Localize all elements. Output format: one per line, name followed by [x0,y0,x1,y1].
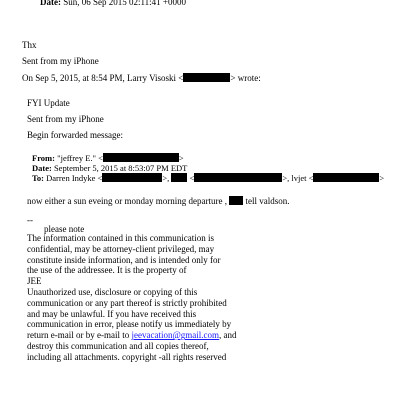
disclaimer-line: destroy this communication and all copies thereof, [27,340,209,351]
forwarded-date-label: Date: [32,162,52,173]
disclaimer-line: communication or any part thereof is strictly prohibited [27,297,227,308]
redaction-block [171,173,187,182]
date-label: Date: [40,0,61,7]
quoted-line-3: Begin forwarded message: [27,130,123,140]
redaction-block [313,173,379,182]
forwarded-to-line [32,173,384,184]
disclaimer-email-line [27,330,236,341]
disclaimer-line: Unauthorized use, disclosure or copying of this [27,286,198,297]
redaction-block [103,153,179,162]
reply-greeting: Thx [22,40,37,50]
message-text: now either a sun eveing or monday morning departure , [27,196,227,206]
from-label: From: [32,153,55,163]
date-value: Sun, 06 Sep 2015 02:11:41 +0000 [63,0,186,7]
disclaimer-line: communication in error, please notify us immediately by [27,319,232,330]
from-value: "jeffrey E." < [57,153,103,163]
to-separator: >, [162,173,170,183]
reply-signature: Sent from my iPhone [22,56,99,66]
disclaimer-line: constitute inside information, and is intended only for [27,254,221,265]
quote-attribution-text: On Sep 5, 2015, at 8:54 PM, Larry Visoski < [22,73,184,83]
redaction-block [194,173,282,182]
to-separator: >, lvjet < [282,173,314,183]
disclaimer-body [27,233,236,363]
from-end: > [178,153,184,163]
disclaimer-line: The information contained in this communication is [27,233,214,243]
disclaimer-dashes: -- [27,215,33,225]
email-date-header [40,0,186,7]
quote-attribution [22,73,261,83]
quoted-line-1: FYI Update [27,98,70,108]
disclaimer-line: and may be unlawful. If you have received this [27,308,197,319]
to-separator: < [189,173,195,183]
disclaimer-line: including all attachments. copyright -all rights reserved [27,351,227,362]
message-text-end: tell valdson. [245,196,290,206]
redaction-block [183,73,230,82]
to-end: > [379,173,385,183]
to-value: Darren Indyke < [46,173,103,183]
to-label: To: [32,173,44,183]
disclaimer-line: confidential, may be attorney-client privileged, may [27,243,215,254]
forwarded-header [32,153,384,184]
disclaimer-line: JEE [27,276,42,287]
forwarded-date-line [32,164,384,174]
email-link[interactable]: jeevacation@gmail.com [131,330,219,341]
disclaimer-note: please note [44,224,85,234]
disclaimer-line: return e-mail or by e-mail to [27,330,130,341]
redaction-block [102,173,162,182]
disclaimer-line: the use of the addressee. It is the property of [27,265,187,276]
quoted-line-2: Sent from my iPhone [27,114,104,124]
redaction-block [229,196,243,205]
quote-attribution-end: > wrote: [230,73,261,83]
forwarded-date-value: September 5, 2015 at 8:53:07 PM EDT [53,162,188,173]
message-body [27,196,289,206]
disclaimer-line: , and [218,330,237,341]
